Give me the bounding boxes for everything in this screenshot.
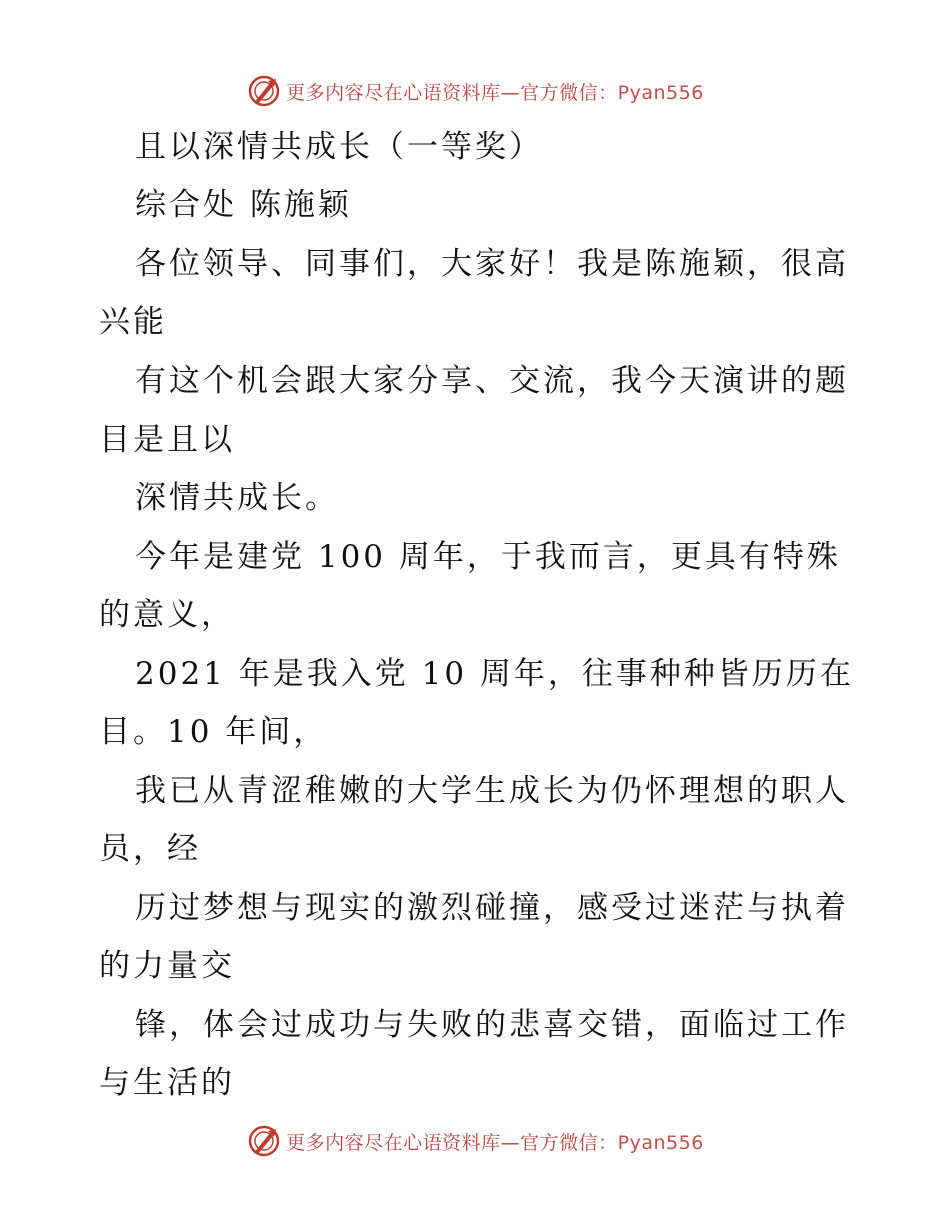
watermark-text: 更多内容尽在心语资料库—官方微信：Pyan556 <box>286 1131 704 1154</box>
paragraph-line: 历过梦想与现实的激烈碰撞，感受过迷茫与执着 <box>135 890 849 926</box>
paragraph-line: 的力量交 <box>99 948 235 984</box>
paragraph-line: 深情共成长。 <box>135 480 339 516</box>
speaker-line: 综合处 陈施颖 <box>135 187 352 223</box>
paragraph-line: 有这个机会跟大家分享、交流，我今天演讲的题 <box>135 363 849 399</box>
footer-watermark <box>0 1119 950 1163</box>
paragraph-line: 我已从青涩稚嫩的大学生成长为仍怀理想的职人 <box>135 773 849 809</box>
paragraph-line: 员，经 <box>99 831 201 867</box>
feather-pen-logo-icon <box>246 1123 282 1159</box>
paragraph-line: 锋，体会过成功与失败的悲喜交错，面临过工作 <box>135 1007 849 1043</box>
speech-title: 且以深情共成长（一等奖） <box>135 129 543 165</box>
paragraph-line: 与生活的 <box>99 1065 235 1101</box>
paragraph-line: 各位领导、同事们，大家好！我是陈施颖，很高 <box>135 246 849 282</box>
paragraph-line: 今年是建党 100 周年，于我而言，更具有特殊 <box>135 539 841 575</box>
watermark-text: 更多内容尽在心语资料库—官方微信：Pyan556 <box>286 81 704 104</box>
paragraph-line: 目。10 年间， <box>99 714 328 750</box>
paragraph-line: 的意义， <box>99 597 235 633</box>
paragraph-line: 目是且以 <box>99 422 235 458</box>
paragraph-line: 2021 年是我入党 10 周年，往事种种皆历历在 <box>135 656 854 692</box>
paragraph-line: 兴能 <box>99 304 167 340</box>
